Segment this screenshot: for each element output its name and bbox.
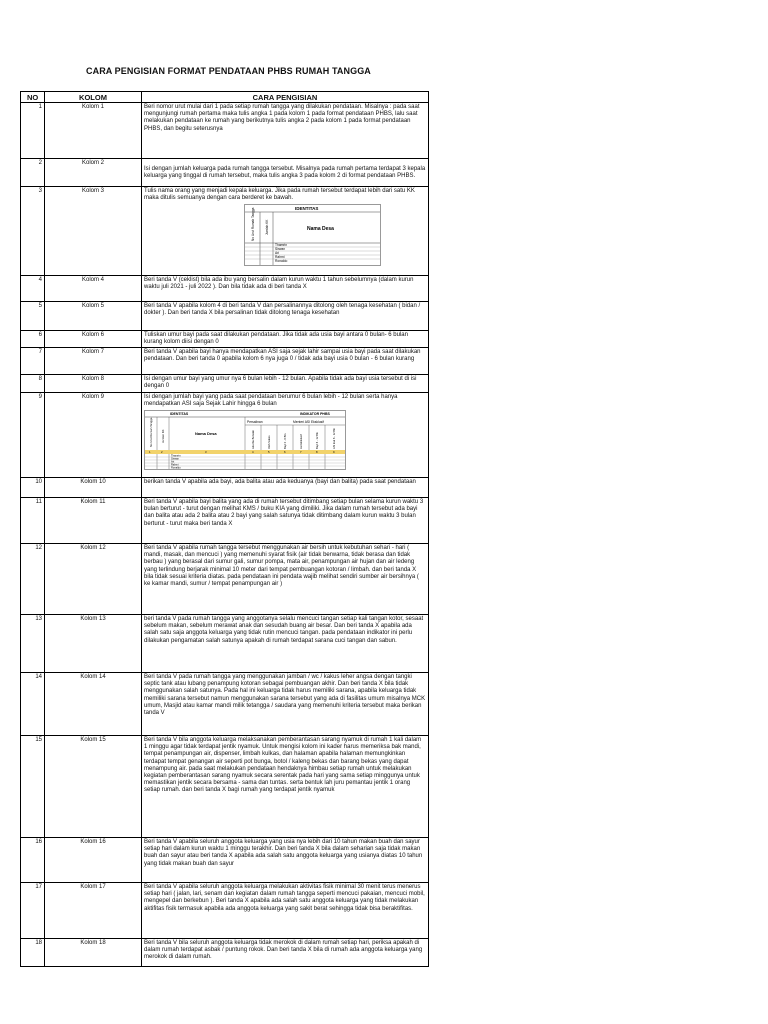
row-kolom: Kolom 9 — [45, 393, 142, 478]
fig2-sub: Oleh Nakes — [268, 435, 271, 450]
table-row — [21, 348, 429, 375]
row-kolom: Kolom 10 — [45, 478, 142, 498]
row-no: 17 — [21, 883, 45, 939]
header-cara: CARA PENGISIAN — [142, 92, 429, 103]
row-text — [142, 393, 429, 478]
table-row — [21, 276, 429, 302]
row-text — [142, 159, 429, 187]
row-kolom: Kolom 14 — [45, 673, 142, 736]
row-no: 18 — [21, 939, 45, 967]
row-text: Tuliskan umur bayi pada saat dilakukan pendataan. Jika tidak ada usia bayi antara 0 bulan- 6 bulan kurang kolom diisi dengan 0 — [142, 331, 429, 348]
row-kolom: Kolom 18 — [45, 939, 142, 967]
table-row — [21, 302, 429, 331]
row-text-content: Tulis nama orang yang menjadi kepala keluarga. Jika pada rumah tersebut terdapat lebih dari satu KK maka ditulis semuanya dengan cara berderet ke bawah. — [144, 188, 415, 202]
row-no: 7 — [21, 348, 45, 375]
fig1-entry: Thamrin — [275, 243, 288, 248]
fig2-number: 2 — [161, 450, 163, 455]
page-title: CARA PENGISIAN FORMAT PENDATAAN PHBS RUMAH TANGGA — [86, 66, 371, 76]
row-text: Isi dengan umur bayi yang umur nya 6 bulan lebih - 12 bulan. Apabila tidak ada bayi usia tersebut di isi dengan 0 — [142, 375, 429, 393]
fig2-entry: Ronaldo — [171, 466, 181, 470]
row-no: 5 — [21, 302, 45, 331]
guide-table — [20, 91, 429, 967]
row-text-content: Isi dengan jumlah keluarga pada rumah tangga tersebut. Misalnya pada rumah pertama terdapat 3 kepala keluarga yang tinggal di rumah tersebut, maka tulis angka 3 pada kolom 2 di format pendataan PHBS. — [144, 166, 426, 180]
row-kolom: Kolom 16 — [45, 838, 142, 883]
identity-figure — [244, 204, 381, 266]
fig2-col3: Nama Desa — [195, 431, 217, 437]
fig2-number: 1 — [149, 450, 151, 455]
row-text: Beri tanda V apabila rumah tangga tersebut menggunakan air bersih untuk kebutuhan sehari - hari ( mandi, masak, dan mencuci ) yang memenuhi syarat fisik (air tidak berwarna, tidak berasa dan tidak berbau ) yang berasal dari sumur gali, sumur pompa, mata air, penampungan air hujan dan air ledeng yang terlindung berjarak minimal 10 meter dari tempat pembuangan kotoran / limbah. dan beri tanda X bila tidak sesuai kriteria diatas. pada pendataan ini pendata wajib melihat sendiri sumber air bersihnya ( ke kamar mandi, sumur / tempat penampungan air ) — [142, 544, 429, 615]
table-row — [21, 187, 429, 276]
fig2-number: 7 — [300, 450, 302, 455]
row-kolom: Kolom 1 — [45, 103, 142, 159]
table-row — [21, 883, 429, 939]
header-no: NO — [21, 92, 45, 103]
table-row — [21, 498, 429, 544]
fig2-sub: ASI Esk 6 - 12 Bln — [333, 428, 336, 450]
fig1-entry: Ari — [275, 251, 280, 256]
row-text: Beri tanda V apabila bayi hanya mendapatkan ASI saja sejak lahir sampai usia bayi pada saat dilakukan pendataan. Dan beri tanda 0 apabila kolom 6 nya juga 0 / tidak ada bayi usia 0 bulan - 6 bulan kurang — [142, 348, 429, 375]
row-no: 2 — [21, 159, 45, 187]
row-no: 12 — [21, 544, 45, 615]
fig2-col2: Jumlah KK — [161, 429, 165, 444]
fig2-group1: Persalinan — [247, 420, 263, 425]
indicator-figure — [144, 410, 346, 470]
row-kolom: Kolom 11 — [45, 498, 142, 544]
table-row — [21, 736, 429, 838]
row-text: Beri tanda V bila seluruh anggota keluarga tidak merokok di dalam rumah setiap hari, periksa apakah di dalam rumah terdapat asbak / puntung rokok. Dan beri tanda X bila di rumah ada anggota keluarga yang merokok di dalam rumah. — [142, 939, 429, 967]
fig2-sub: Asi Eksklusif — [300, 434, 303, 450]
fig2-number: 4 — [252, 450, 254, 455]
row-kolom: Kolom 8 — [45, 375, 142, 393]
fig2-sub: Bayi 0 - 6 Bln — [284, 433, 287, 450]
fig2-entry: Sirwan — [171, 457, 179, 461]
header-kolom: KOLOM — [45, 92, 142, 103]
row-no: 11 — [21, 498, 45, 544]
fig2-header1: IDENTITAS — [170, 412, 189, 417]
row-text: Beri nomor urut mulai dari 1 pada setiap rumah tangga yang dilakukan pendataan. Misalnya : pada saat mengunjungi rumah pertama maka tulis angka 1 pada kolom 1 pada format pendataan PHBS, lalu saat melakukan pendataan ke rumah yang berikutnya tulis angka 2 pada kolom 1 pada format pendataan PHBS, dan begitu seterusnya — [142, 103, 429, 159]
row-kolom: Kolom 12 — [45, 544, 142, 615]
table-row — [21, 615, 429, 673]
fig1-entry: Ronaldo — [275, 259, 288, 264]
row-text: Beri tanda V pada rumah tangga yang menggunakan jamban / wc / kakus leher angsa dengan tangki septic tank atau lubang penampung kotoran sebagai pembuangan akhir. Dan beri tanda X bila tidak menggunakan salah satunya. Pada hal ini keluarga tidak harus memiliki sarana, apabila keluarga tidak memiliki sarana tersebut namun menggunakan sarana tersebut yang ada di fasilitas umum misalnya MCK umum, Masjid atau kamar mandi milik tetangga / saudara yang memenuhi kriteria tersebut maka berikan tanda V — [142, 673, 429, 736]
fig1-entry: Sirwan — [275, 247, 286, 252]
row-text: Beri tanda V apabila seluruh anggota keluarga melakukan aktivitas fisik minimal 30 menit terus menerus setiap hari ( jalan, lari, senam dan kegiatan dalam rumah tangga seperti mencuci pakaian, mencuci mobil, mengepel dan berkebun ). Beri tanda X apabila ada salah satu anggota keluarga yang tidak melakukan aktifitas fisik termasuk apabila ada anggota keluarga yang sakit berat sehingga tidak bisa beraktifitas. — [142, 883, 429, 939]
fig2-sub: Bayi 6 - 12 Bln — [316, 432, 319, 450]
table-row — [21, 375, 429, 393]
fig1-col2: Jumlah KK — [265, 219, 269, 236]
table-row — [21, 478, 429, 498]
row-kolom: Kolom 17 — [45, 883, 142, 939]
row-text: Beri tanda V bila anggota keluarga melaksanakan pemberantasan sarang nyamuk di rumah 1 kali dalam 1 minggu agar tidak terdapat jentik nyamuk. Untuk mengisi kolom ini kader harus memeriksa bak mandi, tempat penampungan air, dispenser, limbah kulkas, dan halaman apabila halaman memungkinkan terdapat tempat genangan air seperti pot bunga, botol / kaleng bekas dan barang bekas yang dapat menampung air. pada saat melakukan pendataan hendaknya himbau setiap rumah untuk melakukan kegiatan pemberantasan sarang nyamuk secara serentak pada hari yang sama setiap minggunya untuk memastikan jentik secara bersama - sama dan tuntas. serta bentuk lah juru pemantau jentik 1 orang setiap rumah. dan beri tanda X bagi rumah yang terdapat jentik nyamuk — [142, 736, 429, 838]
row-no: 16 — [21, 838, 45, 883]
row-kolom: Kolom 3 — [45, 187, 142, 276]
row-text: Beri tanda V apabila seluruh anggota keluarga yang usia nya lebih dari 10 tahun makan buah dan sayur setiap hari dalam kurun waktu 1 minggu terakhir. Dan beri tanda X bila dalam seharian saja tidak makan buah dan sayur atau beri tanda X apabila ada salah satu anggota keluarga yang usianya diatas 10 tahun yang tidak makan buah dan sayur — [142, 838, 429, 883]
row-kolom: Kolom 5 — [45, 302, 142, 331]
table-row — [21, 673, 429, 736]
fig2-entry: Ari — [171, 460, 175, 464]
row-text-content: Isi dengan jumlah bayi yang pada saat pendataan berumur 6 bulan lebih - 12 bulan serta hanya mendapatkan ASI saja Sejak Lahir hingga 6 bulan — [144, 394, 398, 408]
fig2-sub: Ada Ibu Bersalin — [252, 430, 255, 450]
row-no: 6 — [21, 331, 45, 348]
table-row — [21, 331, 429, 348]
row-text: Beri tanda V apabila bayi balita yang ada di rumah tersebut ditimbang setiap bulan selama kurun waktu 3 bulan berturut - turut dengan melihat KMS / buku KIA yang dimiliki. Jika dalam rumah tersebut ada bayi dan balita atau ada 2 balita atau 2 bayi yang salah satunya tidak ditimbang dalam kurun waktu 3 bulan berturut - turut maka beri tanda X — [142, 498, 429, 544]
table-row — [21, 544, 429, 615]
row-no: 8 — [21, 375, 45, 393]
row-kolom: Kolom 4 — [45, 276, 142, 302]
row-kolom: Kolom 2 — [45, 159, 142, 187]
fig2-entry: Rahmi — [171, 463, 179, 467]
row-text: Beri tanda V apabila kolom 4 di beri tanda V dan persalinannya ditolong oleh tenaga kesehatan ( bidan / dokter ). Dan beri tanda X bila persalinan tidak ditolong tenaga kesehatan — [142, 302, 429, 331]
row-kolom: Kolom 7 — [45, 348, 142, 375]
table-row — [21, 159, 429, 187]
fig1-entry: Rahmi — [275, 255, 285, 260]
table-row — [21, 393, 429, 478]
fig2-number: 5 — [268, 450, 270, 455]
row-no: 4 — [21, 276, 45, 302]
row-kolom: Kolom 6 — [45, 331, 142, 348]
fig2-col1: No Urut Rumah Tangga — [149, 418, 153, 448]
row-text: beri tanda V pada rumah tangga yang anggotanya selalu mencuci tangan setiap kali tangan kotor, sesaat sebelum makan, sebelum merawat anak dan sesudah buang air besar. Dan beri tanda X apabila ada salah satu saja anggota keluarga yang tidak rutin mencuci tangan. pada pendataan indikator ini perlu dilakukan pengamatan salah satunya apakah di rumah terdapat sarana cuci tangan dan sabun. — [142, 615, 429, 673]
fig2-group2: Menteri ASI Eksklusif — [293, 420, 324, 425]
fig1-header: IDENTITAS — [295, 206, 319, 212]
indicator-figure-svg — [145, 411, 345, 469]
identity-figure-svg — [245, 205, 380, 265]
fig2-number: 8 — [316, 450, 318, 455]
fig2-number: 6 — [284, 450, 286, 455]
row-text: berikan tanda V apabila ada bayi, ada balita atau ada keduanya (bayi dan balita) pada saat pendataan — [142, 478, 429, 498]
table-header-row — [21, 92, 429, 103]
fig2-entry: Thamrin — [171, 454, 181, 458]
row-no: 10 — [21, 478, 45, 498]
row-text: Beri tanda V (ceklist) bila ada ibu yang bersalin dalam kurun waktu 1 tahun sebelumnya (dalam kurun waktu juli 2021 - juli 2022 ). Dan bila tidak ada di beri tanda X — [142, 276, 429, 302]
row-no: 3 — [21, 187, 45, 276]
table-row — [21, 939, 429, 967]
row-kolom: Kolom 15 — [45, 736, 142, 838]
row-no: 9 — [21, 393, 45, 478]
row-no: 13 — [21, 615, 45, 673]
row-kolom: Kolom 13 — [45, 615, 142, 673]
table-row — [21, 103, 429, 159]
table-row — [21, 838, 429, 883]
row-text — [142, 187, 429, 276]
row-no: 15 — [21, 736, 45, 838]
row-no: 14 — [21, 673, 45, 736]
fig1-col1: No Urut Rumah Tangga — [251, 207, 255, 242]
fig2-number: 3 — [205, 450, 207, 455]
row-no: 1 — [21, 103, 45, 159]
fig1-col3: Nama Desa — [307, 226, 334, 233]
fig2-header2: INDIKATOR PHBS — [300, 412, 330, 417]
fig2-number: 9 — [333, 450, 335, 455]
